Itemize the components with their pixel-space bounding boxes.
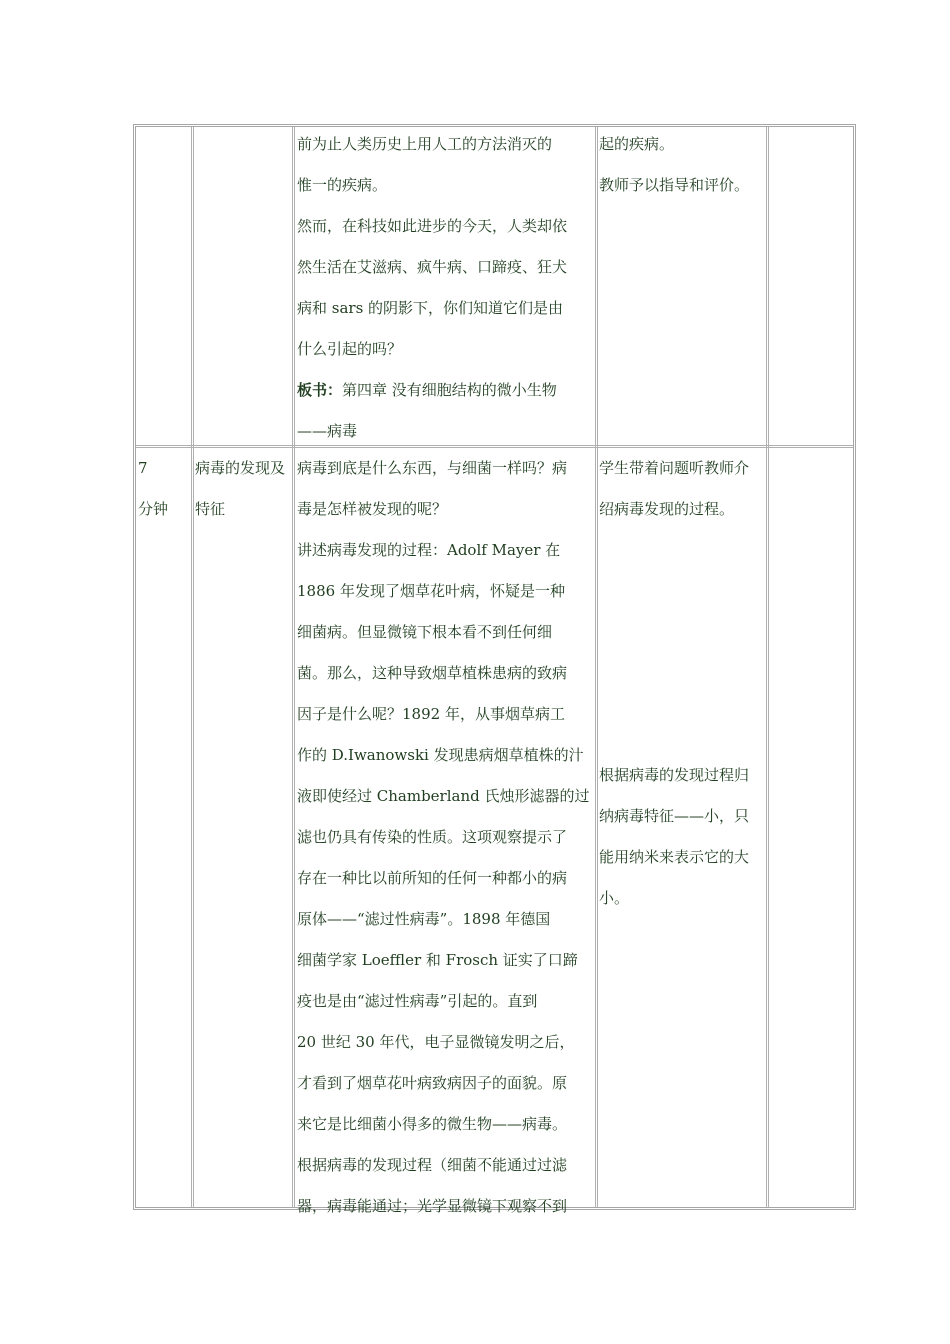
row1-content-cell — [297, 124, 567, 452]
content-line: 菌。那么，这种导致烟草植株患病的致病 — [297, 664, 568, 682]
content-line: 滤也仍具有传染的性质。这项观察提示了 — [297, 828, 568, 846]
board-label: 板书： — [297, 381, 343, 399]
student-line: 教师予以指导和评价。 — [599, 176, 750, 194]
content-line: 作的 D.Iwanowski 发现患病烟草植株的汁 — [297, 746, 584, 764]
content-line: 然生活在艾滋病、疯牛病、口蹄疫、狂犬 — [297, 258, 568, 276]
content-line: 讲述病毒发现的过程：Adolf Mayer 在 — [297, 541, 561, 559]
content-line: 因子是什么呢？1892 年，从事烟草病工 — [297, 705, 565, 723]
content-line: 病毒到底是什么东西，与细菌一样吗？病 — [297, 459, 568, 477]
student-line: 学生带着问题听教师介 — [599, 459, 750, 477]
content-line: 毒是怎样被发现的呢？ — [297, 500, 448, 518]
row2-content-cell — [297, 448, 590, 1227]
content-line: 液即使经过 Chamberland 氏烛形滤器的过 — [297, 787, 590, 805]
board-text: 第四章 没有细胞结构的微小生物 — [342, 381, 557, 399]
time-line: 7 — [138, 459, 148, 477]
student-line: 能用纳米来表示它的大 — [599, 848, 750, 866]
time-line: 分钟 — [138, 500, 169, 518]
lesson-plan-table — [133, 124, 856, 1215]
content-line: 来它是比细菌小得多的微生物——病毒。 — [297, 1115, 568, 1133]
column-divider — [766, 127, 769, 1207]
content-line: 前为止人类历史上用人工的方法消灭的 — [297, 135, 553, 153]
row2-topic-cell — [195, 448, 285, 530]
board-line — [297, 370, 567, 411]
column-divider — [292, 127, 295, 1207]
row1-student-cell — [599, 124, 749, 206]
content-line: 然而，在科技如此进步的今天，人类却依 — [297, 217, 568, 235]
topic-line: 病毒的发现及 — [195, 459, 286, 477]
content-line: 根据病毒的发现过程（细菌不能通过过滤 — [297, 1156, 568, 1174]
student-line: 纳病毒特征——小，只 — [599, 807, 750, 825]
content-line: 20 世纪 30 年代，电子显微镜发明之后， — [297, 1033, 575, 1051]
content-line: 原体——“滤过性病毒”。1898 年德国 — [297, 910, 551, 928]
content-line: 惟一的疾病。 — [297, 176, 388, 194]
content-line: 细菌病。但显微镜下根本看不到任何细 — [297, 623, 553, 641]
content-line: 什么引起的吗？ — [297, 340, 403, 358]
topic-line: 特征 — [195, 500, 226, 518]
content-line: 存在一种比以前所知的任何一种都小的病 — [297, 869, 568, 887]
student-line: 起的疾病。 — [599, 135, 675, 153]
student-line: 小。 — [599, 889, 630, 907]
column-divider — [191, 127, 194, 1207]
row2-student-cell-a — [599, 448, 749, 530]
student-line: 根据病毒的发现过程归 — [599, 766, 750, 784]
content-line: 1886 年发现了烟草花叶病，怀疑是一种 — [297, 582, 565, 600]
board-line-2: ——病毒 — [297, 422, 358, 440]
row2-time-cell — [138, 448, 168, 530]
content-line: 疫也是由“滤过性病毒”引起的。直到 — [297, 992, 538, 1010]
student-line: 绍病毒发现的过程。 — [599, 500, 735, 518]
column-divider — [595, 127, 598, 1207]
content-line: 病和 sars 的阴影下，你们知道它们是由 — [297, 299, 564, 317]
row2-student-cell-b — [599, 755, 749, 919]
content-line: 细菌学家 Loeffler 和 Frosch 证实了口蹄 — [297, 951, 578, 969]
content-line: 才看到了烟草花叶病致病因子的面貌。原 — [297, 1074, 568, 1092]
content-line: 器，病毒能通过；光学显微镜下观察不到 — [297, 1197, 568, 1215]
